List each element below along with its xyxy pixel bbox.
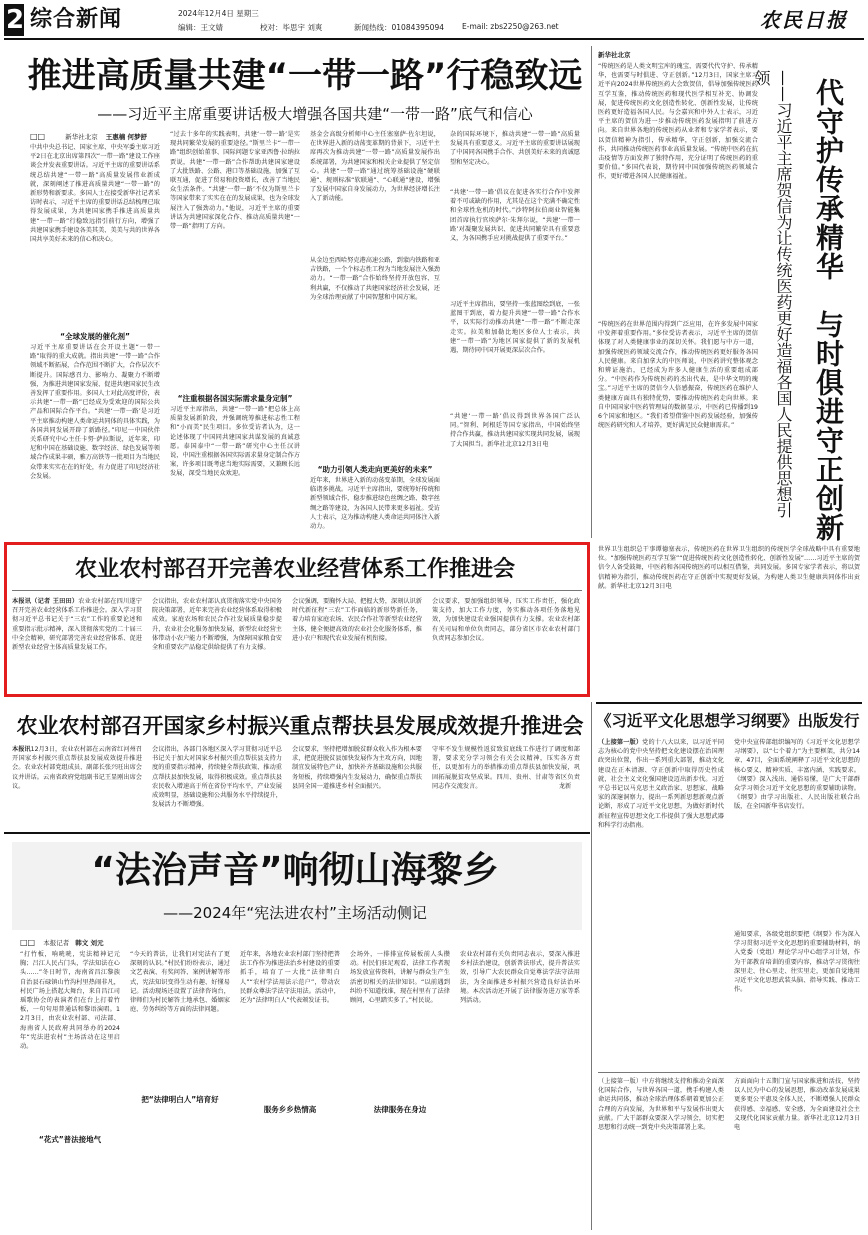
right-news-title: 《习近平文化思想学习纲要》出版发行 (596, 712, 860, 730)
lead-col3-p3: 近年来，世界进入新的动荡变革期，全球发展面临诸多挑战。习近平主席指出，要统筹好传统和新型领域合作，稳步推进绿色丝绸之路、数字丝绸之路等建设，为各国人民带来更多福祉。受访人士表示，这为推动构建人类命运共同体注入新动力。 (310, 477, 440, 531)
bottom-agency: 本报记者 (43, 939, 70, 947)
lead-title: 推进高质量共建“一带一路”行稳致远 (27, 56, 583, 96)
lead-col4-p4: “共建‘一带一路’倡议得到世界各国广泛认同。”智利、阿根廷等国专家指出，中国始终坚持合作共赢，推动共建国家实现共同发展，展现了大国担当。新华社北京12月3日电 (450, 413, 580, 448)
second-title: 农业农村部召开国家乡村振兴重点帮扶县发展成效提升推进会 (16, 714, 584, 738)
second-lead-label: 本报讯 (12, 746, 31, 753)
right-news-lead-label: （上接第一版） (598, 739, 643, 746)
lead-col3-heading: “助力引领人类走向更美好的未来” (317, 465, 433, 474)
right-news-col-d: （上接第一版）中方将继续支持和推动全面深化国际合作，与世界各国一道，携手构建人类命运共同体，推动全球治理体系朝着更加公正合理的方向发展，为世界和平与发展作出更大贡献。广大干部群众要深入学习领会，切实把思想和行动统一到党中央决策部署上来。 (598, 1078, 724, 1132)
lead-agency: 新华社北京 (65, 133, 98, 141)
right-news-divider (598, 1072, 860, 1073)
boxed-title: 农业农村部召开完善农业经营体系工作推进会 (74, 557, 515, 582)
second-text1: 12月3日，农业农村部在云南省红河州召开国家乡村振兴重点帮扶县发展成效提升推进会。农业农村部党组成员、副部长张兴旺出席会议并讲话。云南省政府党组副书记王显刚出席会议。 (12, 746, 142, 790)
page-number: 2 (6, 5, 25, 35)
lead-col3-p1: 基金会高级分析师中心主任塞塞萨·佐尔坦说，在世界进入新的动荡变革期的背景下，习近平主席再次为推动共建“一带一路”高质量发展作出系统部署，为共建国家和相关企业提供了坚定信心。共建“一带一路”通过统筹基础设施“硬联通”、规则标准“软联通”、“心联通”建设，增强了发展中国家自身发展动力，为世界经济增长注入了新动能。 (310, 131, 440, 203)
lead-col1-p2: 习近平主席重要讲话在会开设主题“一带一路”取得的重大成就。指出共建“一带一路”合作领域不断拓展，合作范围不断扩大，合作层次不断提升。国际感召力、影响力、凝聚力不断增强，为推进共建国家发展、促进共建国家民生改善发挥了重要作用。多国人士对此高度评价，表示共建“一带一路”已经成为受欢迎的国际公共产品和国际合作平台。“共建‘一带一路’是习近平主席推动构建人类命运共同体的具体实践，为各国共同发展开辟了新路径。”印尼一中国伙伴关系研究中心主任卡努·萨拉斯说，近年来，印尼和中国在基础设施、数字经济、绿色发展等领域合作成果丰硕，雅万高铁等一批项目为当地民众带来实实在在的好处，有力促进了印尼经济社会发展。 (30, 344, 160, 480)
second-col2: 会议指出，各部门各地区深入学习贯彻习近平总书记关于加大对国家乡村振兴重点帮扶县支持力度的重要指示精神，持续健全帮扶政策、推动重点帮扶县加快发展，取得积极成效。重点帮扶县农民收入增速高于所在省份平均水平，产业发展成效明显，基础设施和公共服务水平持续提升，发展活力不断增强。 (152, 746, 282, 809)
right-news-col-c: 通知要求，各级党组织要把《纲要》作为深入学习贯彻习近平文化思想的重要辅助材料，纳入党委（党组）理论学习中心组学习计划，作为干部教育培训的重要内容，推动学习贯彻往深里走、往心里走、往实里走，更加自觉地用习近平文化思想武装头脑、指导实践、推动工作。 (734, 931, 860, 994)
boxed-col2: 会议指出，农业农村部认真贯彻落实党中央国务院决策部署，近年来完善农业经营体系取得积极成效。家庭农场和农民合作社发展质量稳步提升，农业社会化服务加快发展，新型农业经营主体带动小农户能力不断增强，为保障国家粮食安全和重要农产品稳定供给提供了有力支撑。 (152, 598, 282, 652)
second-col3: 会议要求，坚持把增加脱贫群众收入作为根本要求，把促进脱贫县加快发展作为主攻方向，因地制宜发展特色产业，加快补齐基础设施和公共服务短板，持续增强内生发展动力，确保重点帮扶县同全国一道推进乡村全面振兴。 (292, 746, 422, 790)
lead-col1-p1: 中共中央总书记、国家主席、中央军委主席习近平2日在北京出席第四次“一带一路”建设工作座谈会并发表重要讲话。习近平主席的重要讲话系统总结共建“一带一路”高质量发展伟业新成就，深刻阐述了推进高质量共建“一带一路”的新形势和新要求。多国人士在接受新华社记者采访时表示，习近平主席的重要讲话总结梳理已取得发展成果，为共建国家携手推进高质量共建“一带一路”行稳致远指引前行方向，增强了共建国家携手建设各美其美、美美与共的世界各国共享美好未来的信心和决心。 (30, 144, 160, 244)
column-divider (591, 46, 592, 538)
box-icon: □□ (30, 132, 46, 141)
boxed-lead-label: 本报讯（记者 王田田） (12, 598, 79, 605)
bottom-byline (20, 938, 104, 947)
boxed-col4: 会议要求，要加强组织领导，压实工作责任，强化政策支持，加大工作力度，务实推动各项任务落地见效，为加快建设农业强国提供有力支撑。农业农村部有关司局和单位负责同志，部分省区市农业农村部门负责同志参加会议。 (432, 598, 580, 642)
bottom-col3-heading: 服务乡乡热情高 (263, 1105, 317, 1114)
second-col1 (12, 745, 142, 827)
second-col4: 守牢不发生规模性返贫致贫底线工作进行了调度和部署，要求充分学习领会有关会议精神，压实各方责任，以更加有力的举措推动重点帮扶县加快发展，巩固拓展脱贫攻坚成果。四川、贵州、甘肃等省区负责同志作交流发言。 龙新 (432, 746, 580, 790)
bottom-col3-p1: 近年来，各地农业农村部门坚持把普法工作作为推进法治乡村建设的重要抓手，培育了一大批“法律明白人”“农村学法用法示范户”，带动农民群众尊法学法守法用法。活动中，还为“法律明白人”代表颁发证书。 (240, 951, 340, 1005)
feature-subtitle: ——习近平主席贺信为让传统医药更好造福各国人民提供思想引领 (752, 70, 793, 518)
masthead-editor: 编辑：王文婧 (178, 23, 223, 32)
column-divider-lower (591, 702, 592, 1230)
box-icon: □□ (20, 938, 36, 947)
right-news-col-b: 党中央宣传部组织编写的《习近平文化思想学习纲要》，以“七个着力”为主要框架，共分14章、47目，全面系统阐释了习近平文化思想的核心要义、精神实质、丰富内涵、实践要求。《纲要》深入浅出、通俗易懂，是广大干部群众学习领会习近平文化思想的重要辅助读物。《纲要》由学习出版社、人民出版社联合出版，在全国新华书店发行。 (734, 739, 860, 811)
masthead-email: E-mail: zbs2250@263.net (462, 22, 559, 31)
masthead-proofreader: 校对：毕思宇 刘爽 (260, 23, 323, 32)
lead-col4-p1: 杂的国际环境下，推动共建“一带一路”高质量发展具有重要意义。习近平主席的重要讲话展现了中国同各国携手合作、共创美好未来的真诚愿望和坚定决心。 (450, 131, 580, 166)
feature-col-a: “传统医药是人类文明宝库的瑰宝，需要代代守护、传承精华，也需要与时俱进、守正创新。”12月3日，国家主席习近平向2024世界传统医药大会致贺信，倡导加强传统医药互学互鉴，推动传统医药和现代医学相互补充、协调发展，促进传统医药文化创造性转化、创新性发展，让传统医药更好造福各国人民。与会嘉宾和中外人士表示，习近平主席的贺信为进一步推动传统医药发展指明了前进方向。来自世界各地的传统医药从业者和专家学者表示，要以贺信精神为指引，传承精华，守正创新，加强交流合作，共同推动传统医药事业高质量发展。“传统中医药在抗击疫情等方面发挥了独特作用，充分证明了传统医药的重要价值。”多国代表说，期待同中国加强传统医药领域合作，更好增进各国人民健康福祉。 (598, 63, 758, 181)
lead-subtitle: ——习近平主席重要讲话极大增强各国共建“一带一路”底气和信心 (97, 105, 533, 123)
bottom-col4-heading: 法律服务在身边 (373, 1105, 427, 1114)
lead-col1-heading: “全球发展的催化剂” (60, 332, 130, 341)
boxed-text1: 农业农村部在四川遂宁召开完善农业经营体系工作推进会。深入学习贯彻习近平总书记关于“三农”工作的重要论述和重要指示批示精神，深入贯彻落实党的二十届三中全会精神，研究部署完善农业经营体系、促进新型农业经营主体高质量发展工作。 (12, 598, 142, 652)
bottom-col4-p1: 会场外，一排排宣传展板前人头攒动。村民们驻足观看，法律工作者现场发放宣传资料，讲解与群众生产生活密切相关的法律知识。“以前遇到纠纷不知道找谁，现在村里有了法律顾问，心里踏实多了。”村民说。 (350, 951, 450, 1005)
bottom-col2-p1: “今天的普法，让我们对宪法有了更深刻的认识。”村民们纷纷表示，通过文艺表演、有奖问答、案例讲解等形式，宪法知识变得生动有趣、好懂易记。活动现场还设置了法律咨询台，律师们为村民解答土地承包、婚姻家庭、劳务纠纷等方面的法律问题。 (130, 951, 230, 1014)
masthead-date: 2024年12月4日 星期三 (178, 9, 259, 18)
bottom-reporters: 韩文 刘元 (75, 939, 104, 947)
lead-byline (30, 132, 147, 141)
right-news-rule (596, 702, 862, 704)
paper-name-logo: 农民日报 (760, 8, 848, 32)
masthead-rule (4, 38, 864, 40)
lead-col4-p2: “共建‘一带一路’倡议在促进各实行合作中发挥着不可或缺的作用，尤其是在这个充满不确定性和全球性危机的时代。”沙特阿拉伯商业智能集团首席执行官埃萨尔·朱拜尔说，“共建‘一带一路’对凝聚发展共识、促进共同繁荣具有重要意义，为各国携手应对挑战提供了重要平台。” (450, 189, 580, 243)
bottom-subtitle: ——2024年“宪法进农村”主场活动侧记 (163, 904, 427, 922)
right-news-col-a (598, 738, 724, 1068)
lead-col2-p2: 习近平主席指出，共建“一带一路”把总体上高质量发展新阶段，并强调统筹推进标志性工程和“小而美”民生项目。多位受访者认为，这一论述体现了中国同共建国家共谋发展的真诚意愿。泰国泰中“一带一路”研究中心主任汉讲说，中国注重根据各国实际需求量身定制合作方案，许多项目既考虑当地实际需要，又兼顾长远发展，深受当地民众欢迎。 (170, 406, 300, 478)
feature-col-c: 世界卫生组织总干事谭德塞表示，传统医药在世界卫生组织的传统医学全球战略中具有重要地位。“加强传统医药互学互鉴”“促进传统医药文化创造性转化、创新性发展”……习近平主席的贺信令人备受鼓舞，中医药和各国传统医药可以相互借鉴，共同发展。多国专家学者表示，将以贺信精神为指引，推动传统医药在守正创新中实现更好发展，为构建人类卫生健康共同体作出贡献。新华社北京12月3日电 (598, 546, 860, 590)
boxed-rule (12, 590, 582, 591)
lead-reporters: 王惠楠 何梦舒 (105, 133, 148, 141)
feature-col-b: “传统医药在世界范围内得到广泛应用，在许多发展中国家中发挥着重要作用。”多位受访者表示，习近平主席的贺信体现了对人类健康事业的深切关怀。我们愿与中方一道，加强传统医药领域交流合作，推动传统医药更好服务各国人民健康。来自加拿大的中医师说，中医药讲究整体观念和辨证施治，已经成为许多人健康生活的重要组成部分。“中医药作为传统医药的杰出代表，是中华文明的瑰宝。”习近平主席的贺信令人倍感振奋，传统医药在维护人类健康方面具有独特优势，要推动传统医药走向世界。来自中国国家中医药管理局的数据显示，中医药已传播到196个国家和地区。“我们希望借鉴中医药发展经验，加强传统医药研究和人才培养，更好满足民众健康需求。” (598, 321, 758, 430)
boxed-col3: 会议强调，要胸怀大局、把握大势，深刻认识新时代新征程“三农”工作面临的新形势新任务，着力培育家庭农场、农民合作社等新型农业经营主体，健全便捷高效的农业社会化服务体系，推进小农户和现代农业发展有机衔接。 (292, 598, 422, 642)
lead-col2-p1: “过去十多年的实践表明，共建‘一带一路’是实现共同繁荣发展的重要途径。”斯里兰卡“一带一路”组织创始董事、国际问题专家亚西鲁·拉纳拉贾说，共建“一带一路”合作帮助共建国家建设了大批铁路、公路、港口等基础设施，加强了互联互通，促进了贸易和投资增长，改善了当地民众生活条件。“共建‘一带一路’不仅为斯里兰卡等国家带来了实实在在的发展成果，也为全球发展注入了强劲动力。”他说，习近平主席的重要讲话为共建国家深化合作、推动高质量共建“一带一路”指明了方向。 (170, 131, 300, 231)
right-news-text-a: 党的十八大以来，以习近平同志为核心的党中央坚持把文化建设摆在治国理政突出位置，作出一系列重大部署，推动文化建设在正本清源、守正创新中取得历史性成就，社会主义文化强国建设迈出新步伐。习近平总书记以马克思主义政治家、思想家、战略家的深邃洞察力，提出一系列新思想新观点新论断，形成了习近平文化思想，为做好新时代新征程宣传思想文化工作提供了强大思想武器和科学行动指南。 (598, 739, 725, 829)
section-title: 综合新闻 (30, 7, 123, 32)
bottom-col1-heading: “花式”普法接地气 (38, 1135, 102, 1144)
masthead-hotline: 新闻热线：01084395094 (354, 23, 444, 32)
feature-agency: 新华社北京 (598, 51, 631, 59)
bottom-col2-heading: 把“法律明白人”培育好 (141, 1095, 219, 1104)
bottom-title: “法治声音”响彻山海黎乡 (91, 850, 499, 891)
lead-col3-p2: 从金边至西哈努克港高速公路，到蒙内铁路和亚吉铁路，一个个标志性工程为当地发展注入强劲动力。“一带一路”合作始终坚持开放包容、互利共赢，不仅推动了共建国家经济社会发展，还为全球治理贡献了中国智慧和中国方案。 (310, 257, 440, 301)
right-news-col-e: 方面面向十五期门宣与国家推进和活技，坚持以人民为中心的发展思想，推动改革发展成果更多更公平惠及全体人民，不断增强人民群众获得感、幸福感、安全感，为全面建设社会主义现代化国家贡献力量。新华社北京12月3日电 (734, 1078, 860, 1132)
feature-title: 代守护传承精华 与时俱进守正创新 (812, 78, 845, 542)
lead-col2-heading: “注重根据各国实际需求量身定制” (177, 394, 293, 403)
bottom-col5-p1: 农业农村部有关负责同志表示，要深入推进乡村法治建设，创新普法形式，提升普法实效，引导广大农民群众自觉尊法学法守法用法，为全面推进乡村振兴营造良好法治环境。本次活动还开展了法律服务进万家等系列活动。 (460, 951, 580, 1005)
boxed-col1 (12, 597, 142, 689)
lead-col4-p3: 习近平主席指出，要坚持一张蓝图绘到底，一张蓝图干到底，着力提升共建“一带一路”合作水平，以实际行动推动共建“一带一路”不断走深走实。拉美和加勒比地区多位人士表示，共建“一带一路”为地区国家提供了新的发展机遇，期待同中国开展更深层次合作。 (450, 301, 580, 355)
section-rule (4, 832, 590, 834)
bottom-col1-p1: “打竹板，响咣咣，宪法精神记元胸；吕江人民占门头，学法知法在心头……”冬日时节，海南省昌江黎族自治县石碌镇山竹沟村里热闹非凡，村民广场上搭起大舞台，来自昌江司瑶歌协会的表演者们在台上打着竹板，一句句用普通话和黎语演唱。12月3日，由农业农村部、司法部、海南省人民政府共同举办的2024年“宪法进农村”主场活动在这里启动。 (20, 951, 120, 1051)
